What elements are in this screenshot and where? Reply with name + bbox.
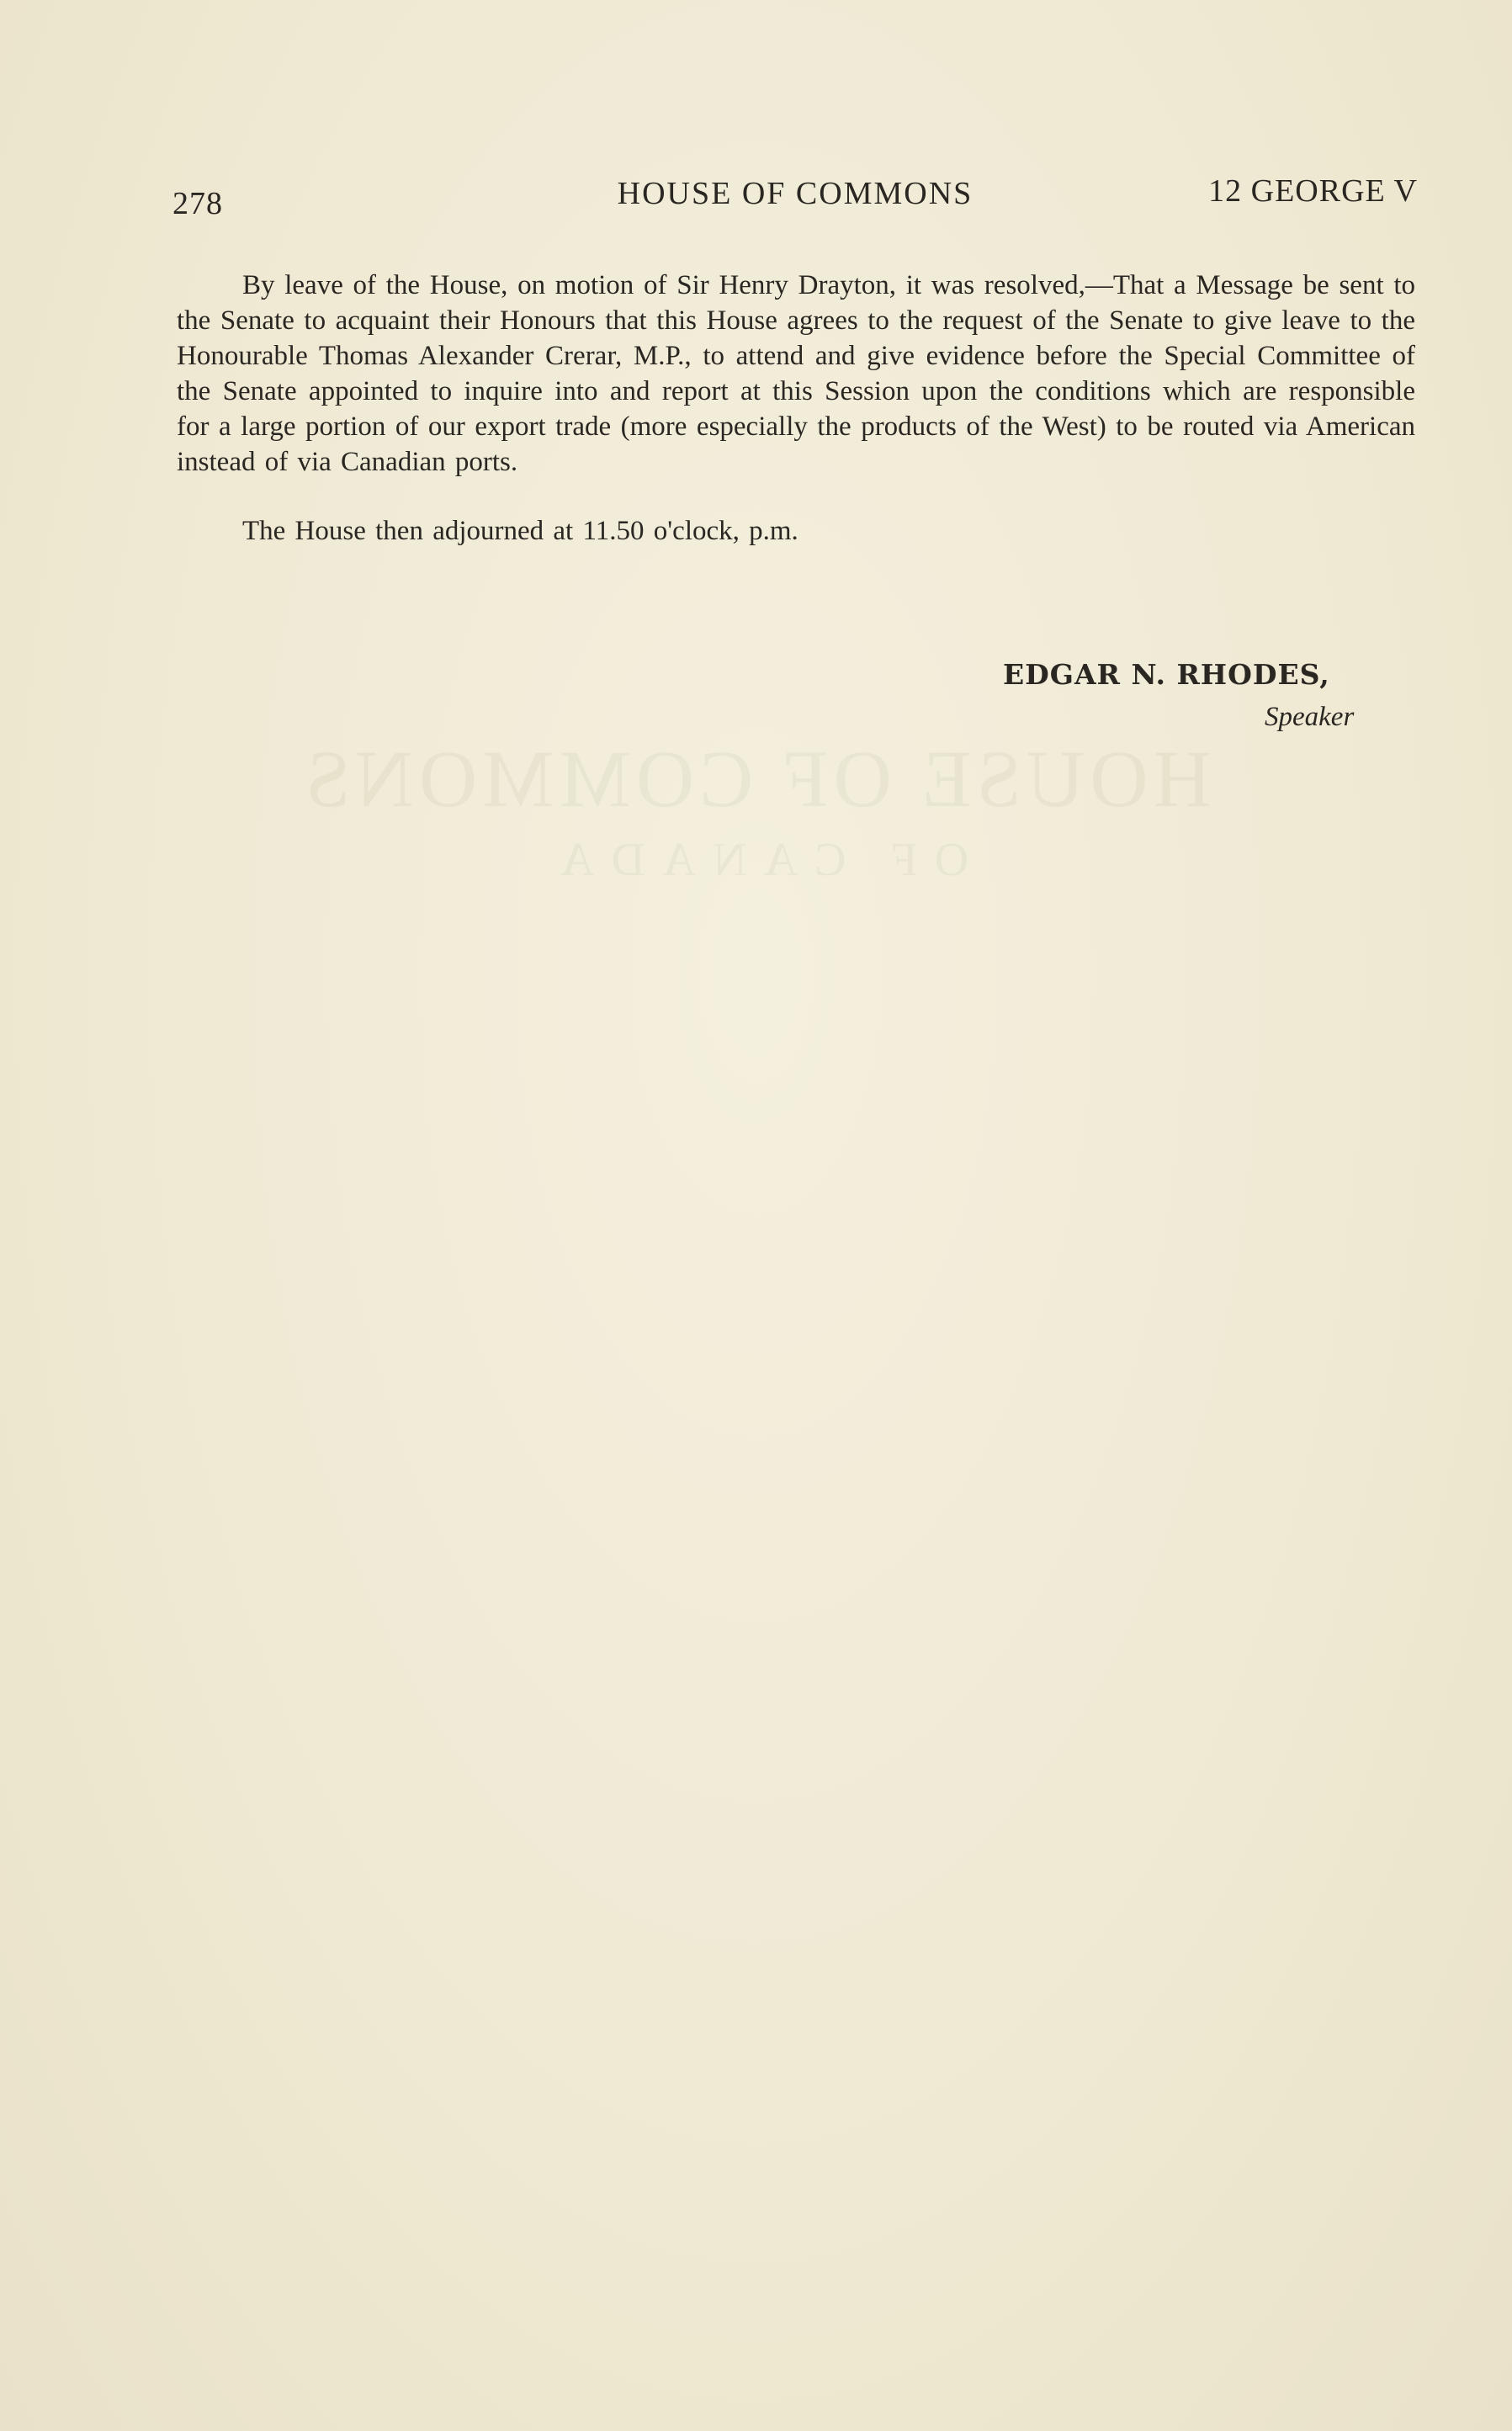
running-header: [172, 168, 1418, 219]
regnal-year: 12 GEORGE V: [1208, 173, 1418, 209]
paragraph-adjournment: The House then adjourned at 11.50 o'clock, p.m.: [242, 516, 798, 546]
bleed-through-watermark: HOUSE OF COMMONS: [300, 734, 1212, 824]
paragraph-resolution: By leave of the House, on motion of Sir Henry Drayton, it was resolved,—That a Message be sent to the Senate to acquaint their Honours that this House agrees to the request of the Senate to give leave to the Honourable Thomas Alexander Crerar, M.P., to attend and give evidence before the Special Committee of the Senate appointed to inquire into and report at this Session upon the conditions which are responsible for a large portion of our export trade (more especially the products of the West) to be routed via American instead of via Canadian ports.: [177, 270, 1415, 477]
body-text: [177, 268, 1415, 549]
bleed-through-watermark-sub: OF CANADA: [543, 834, 969, 886]
page-number: 278: [172, 186, 223, 221]
running-title: HOUSE OF COMMONS: [617, 176, 974, 211]
signature-name: EDGAR N. RHODES,: [1003, 658, 1330, 691]
signature-title: Speaker: [1265, 702, 1355, 732]
